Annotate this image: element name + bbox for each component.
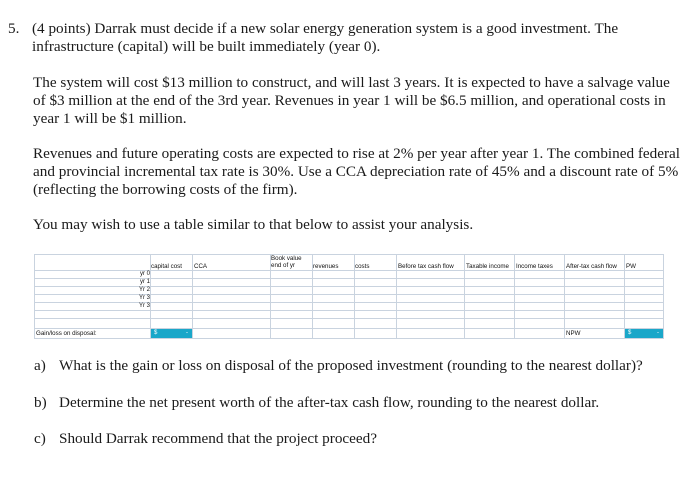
row-label-yr2: Yr 2	[138, 287, 150, 293]
header-taxable-income: Taxable income	[466, 263, 509, 270]
gain-loss-cell[interactable]	[151, 329, 192, 338]
subquestion-c-letter: c)	[34, 430, 46, 447]
question-intro: (4 points) Darrak must decide if a new solar energy generation system is a good investment. The infrastructure (capital) will be built immediately (year 0).	[32, 20, 619, 55]
paragraph-cost: The system will cost $13 million to construct, and will last 3 years. It is expected to have a salvage value of $3 million at the end of the 3rd year. Revenues in year 1 will be $6.5 million, and operational costs in year 1 will be $1 million.	[33, 74, 670, 127]
paragraph-rates: Revenues and future operating costs are expected to rise at 2% per year after year 1. The combined federal and provincial incremental tax rate is 30%. Use a CCA depreciation rate of 45% and a discount rate of 5% (reflecting the borrowing costs of the firm).	[33, 145, 681, 198]
header-income-taxes: Income taxes	[516, 263, 553, 270]
subquestion-a-letter: a)	[34, 357, 46, 374]
gain-loss-dash: -	[186, 330, 188, 336]
npw-cell[interactable]	[625, 329, 663, 338]
subquestion-a	[34, 357, 643, 375]
subquestion-b	[34, 394, 599, 412]
header-before-tax: Before tax cash flow	[398, 263, 454, 270]
analysis-table	[34, 254, 664, 338]
gain-loss-label: Gain/loss on disposal:	[36, 330, 97, 337]
npw-label: NPW	[566, 330, 581, 337]
row-label-yr1: yr 1	[139, 279, 150, 285]
header-cca: CCA	[194, 263, 208, 270]
header-costs: costs	[355, 263, 370, 270]
header-after-tax: After-tax cash flow	[566, 263, 617, 270]
header-book-value-end: end of yr	[271, 262, 296, 269]
npw-currency: $	[628, 330, 632, 336]
row-label-yr3-salvage: Yr 3	[138, 303, 150, 309]
header-revenues: revenues	[313, 263, 339, 270]
paragraph-table-hint: You may wish to use a table similar to that below to assist your analysis.	[33, 216, 474, 233]
subquestion-c	[34, 430, 377, 448]
row-label-yr3: Yr 3	[138, 295, 150, 301]
npw-dash: -	[657, 330, 659, 336]
subquestion-b-text: Determine the net present worth of the after-tax cash flow, rounding to the nearest dollar.	[59, 394, 600, 411]
header-book-value: Book value	[271, 255, 302, 262]
subquestion-c-text: Should Darrak recommend that the project proceed?	[59, 430, 377, 447]
header-capital-cost: capital cost	[151, 263, 182, 270]
subquestion-a-text: What is the gain or loss on disposal of the proposed investment (rounding to the nearest dollar)?	[59, 357, 643, 374]
subquestion-b-letter: b)	[34, 394, 47, 411]
question-number: 5.	[8, 20, 20, 37]
gain-loss-currency: $	[154, 330, 158, 336]
header-pw: PW	[626, 263, 636, 270]
row-label-yr0: yr 0	[139, 271, 150, 277]
